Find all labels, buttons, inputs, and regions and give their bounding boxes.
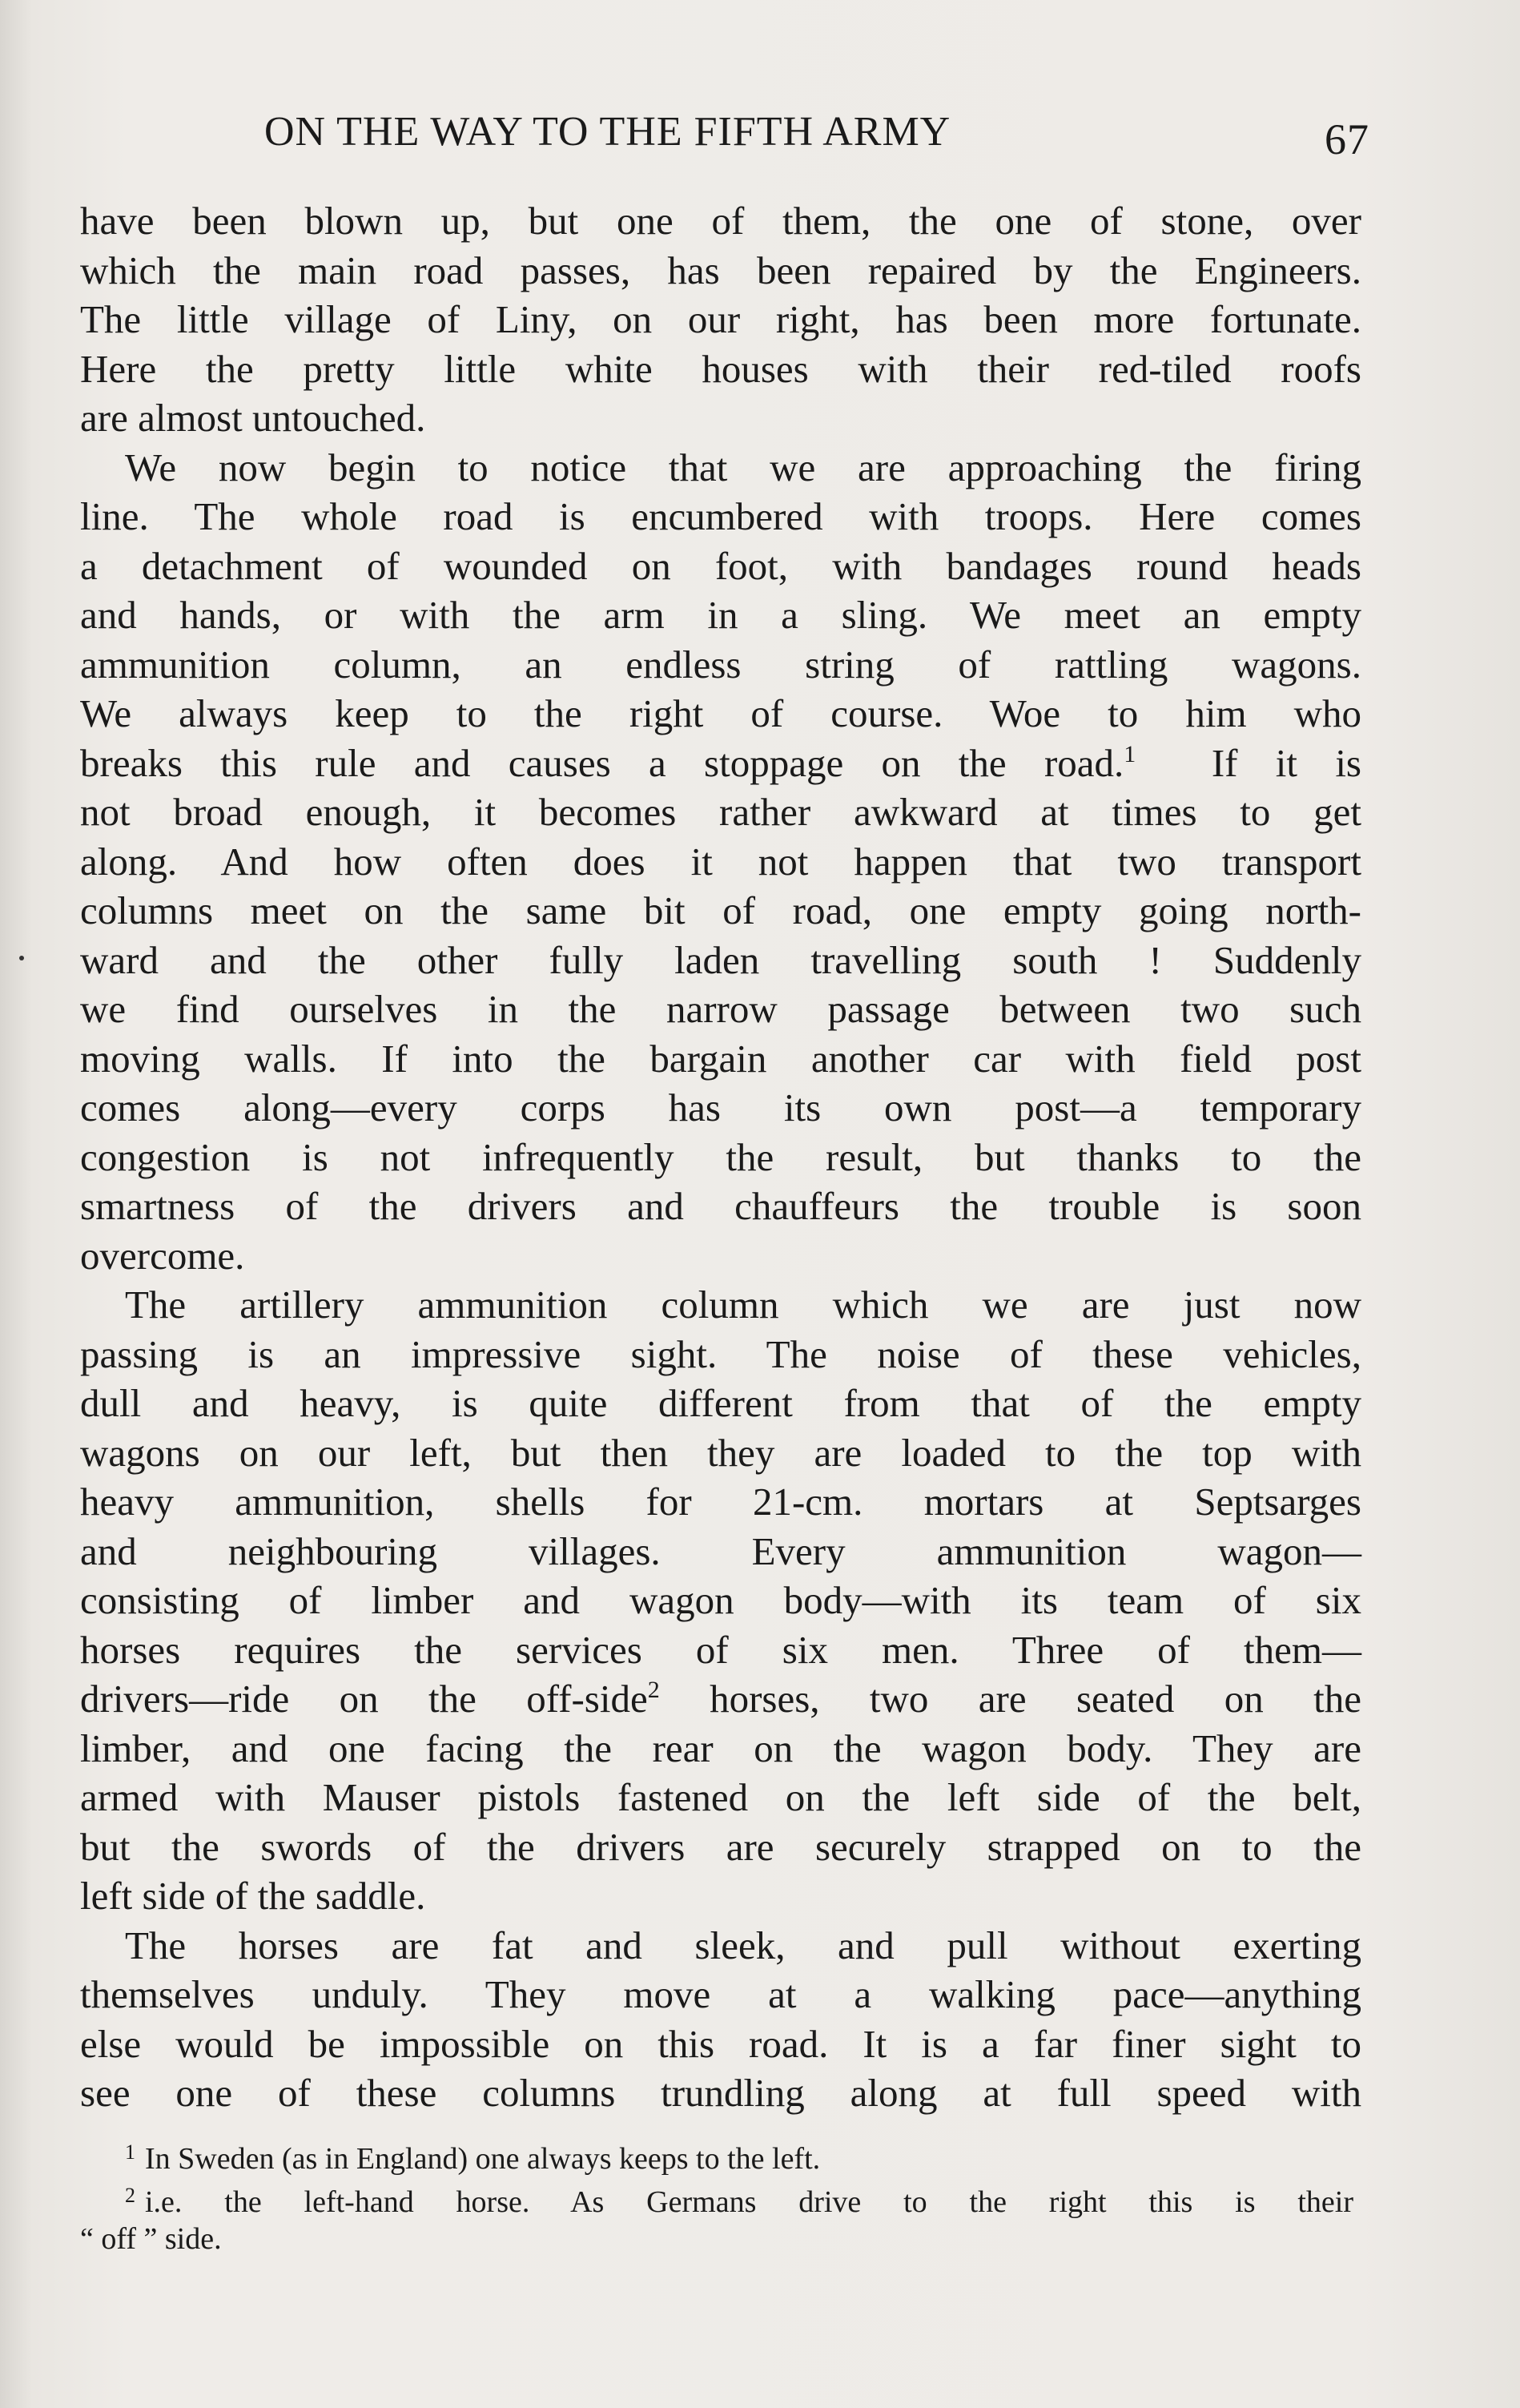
text-line: armed with Mauser pistols fastened on the left side of the belt, (80, 1775, 1361, 1819)
text-fragment: breaks this rule and causes a stoppage on the road. (80, 740, 1124, 785)
footnote-1 (80, 2134, 1353, 2177)
text-line: we find ourselves in the narrow passage between two such (80, 987, 1361, 1031)
text-line: We now begin to notice that we are approaching the firing (125, 445, 1361, 489)
text-line: congestion is not infrequently the result, but thanks to the (80, 1134, 1361, 1179)
page-header (264, 108, 1369, 164)
text-line: consisting of limber and wagon body—with its team of six (80, 1578, 1361, 1622)
text-line: The horses are fat and sleek, and pull without exerting (125, 1923, 1361, 1967)
footnotes (80, 2134, 1353, 2257)
text-line: smartness of the drivers and chauffeurs the trouble is soon (80, 1184, 1361, 1228)
text-line: dull and heavy, is quite different from that of the empty (80, 1381, 1361, 1425)
text-line: a detachment of wounded on foot, with bandages round heads (80, 543, 1361, 588)
text-line: but the swords of the drivers are securely strapped on to the (80, 1824, 1361, 1869)
text-line: ward and the other fully laden travelling south ! Suddenly (80, 937, 1361, 982)
margin-mark (19, 956, 24, 960)
text-line: which the main road passes, has been repaired by the Engineers. (80, 248, 1361, 292)
text-line: ammunition column, an endless string of rattling wagons. (80, 642, 1361, 687)
text-line: are almost untouched. (80, 396, 426, 440)
text-line: columns meet on the same bit of road, one empty going north- (80, 888, 1361, 932)
text-line: see one of these columns trundling along at full speed with (80, 2071, 1361, 2115)
text-line: comes along—every corps has its own post—a temporary (80, 1085, 1361, 1130)
text-line: We always keep to the right of course. Woe to him who (80, 691, 1361, 735)
body-text (80, 196, 1361, 2118)
text-line: The little village of Liny, on our right, has been more fortunate. (80, 297, 1361, 341)
footnote-marker: 1 (125, 2140, 135, 2164)
text-line: line. The whole road is encumbered with troops. Here comes (80, 494, 1361, 538)
text-fragment: If it is (1211, 740, 1361, 785)
footnote-2 (80, 2177, 1353, 2221)
footnote-marker: 2 (125, 2184, 135, 2207)
text-line: passing is an impressive sight. The noise of these vehicles, (80, 1331, 1361, 1376)
text-line: The artillery ammunition column which we are just now (125, 1283, 1361, 1327)
text-fragment: drivers—ride on the off-side (80, 1677, 648, 1721)
text-line: else would be impossible on this road. It is a far finer sight to (80, 2021, 1361, 2066)
text-line: wagons on our left, but then they are loaded to the top with (80, 1430, 1361, 1475)
text-line (80, 739, 1361, 788)
running-title: ON THE WAY TO THE FIFTH ARMY (264, 109, 951, 155)
text-line: heavy ammunition, shells for 21-cm. mortars at Septsarges (80, 1480, 1361, 1524)
text-line: horses requires the services of six men. Three of them— (80, 1627, 1361, 1672)
text-line: have been blown up, but one of them, the one of stone, over (80, 199, 1361, 243)
text-line: limber, and one facing the rear on the wagon body. They are (80, 1725, 1361, 1770)
text-line: and hands, or with the arm in a sling. We meet an empty (80, 593, 1361, 637)
text-line: not broad enough, it becomes rather awkward at times to get (80, 790, 1361, 834)
text-line: moving walls. If into the bargain another car with field post (80, 1036, 1361, 1081)
page-number: 67 (1325, 115, 1369, 163)
text-line: overcome. (80, 1233, 245, 1278)
footnote-ref: 1 (1124, 740, 1136, 767)
footnote-2-continued: “ off ” side. (80, 2222, 222, 2256)
footnote-text: i.e. the left-hand horse. As Germans drive to the right this is their (145, 2185, 1353, 2219)
text-line: themselves unduly. They move at a walking pace—anything (80, 1972, 1361, 2016)
text-fragment: horses, two are seated on the (710, 1677, 1362, 1721)
text-line: along. And how often does it not happen that two transport (80, 839, 1361, 884)
footnote-text: In Sweden (as in England) one always keeps to the left. (145, 2142, 821, 2176)
text-line: left side of the saddle. (80, 1874, 426, 1918)
footnote-ref: 2 (647, 1677, 660, 1703)
text-line (80, 1674, 1361, 1724)
text-line: and neighbouring villages. Every ammunition wagon— (80, 1528, 1361, 1573)
text-line: Here the pretty little white houses with their red-tiled roofs (80, 346, 1361, 391)
